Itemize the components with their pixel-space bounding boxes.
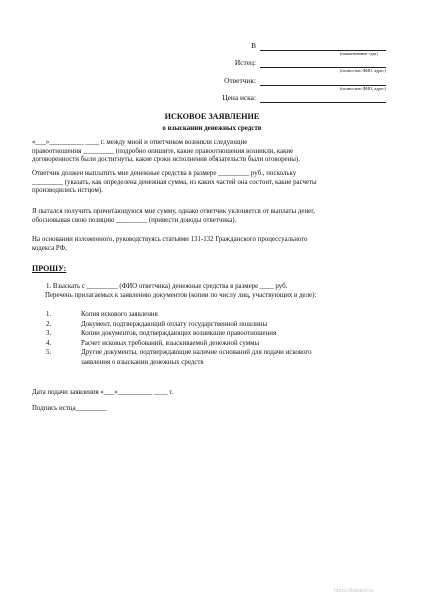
prayer-block (32, 283, 388, 300)
paragraph-line: кодекса РФ, (32, 244, 67, 252)
list-item-text: Расчет исковых требований, взыскиваемой денежной суммы (81, 339, 260, 347)
court-note: (наименование суда) (340, 51, 378, 56)
claim-price-row (0, 93, 424, 105)
paragraph-line: правоотношения _________ (подробно опишите, какие правоотношения возникли, какие (32, 147, 294, 155)
claim-price-line (260, 102, 386, 103)
signature-line: Подпись истца_________ (32, 405, 107, 412)
prayer-item: 1. Взыскать с _________ (ФИО ответчика) денежные средства в размере ____ руб. (46, 283, 288, 290)
list-item-number: 1. (46, 311, 52, 318)
paragraph-line: Ответчик должен выплатить мне денежные средства в размере _________ руб., поскольку (32, 170, 297, 177)
filing-date-line: Дата подачи заявления «___»__________ ____ г. (32, 389, 174, 396)
defendant-label: Ответчик: (224, 76, 256, 85)
paragraph-line: _________ (указать, как определена денежная сумма, из каких частей она состоит, какие расчеты (32, 178, 317, 186)
document-title: ИСКОВОЕ ЗАЯВЛЕНИЕ (164, 112, 260, 121)
list-item-number: 5. (46, 349, 52, 357)
prayer-heading: ПРОШУ: (32, 264, 67, 273)
claim-price-label: Цена иска: (222, 93, 256, 102)
list-item-text: Копии документов, подтверждающих возникшие правоотношения (81, 330, 277, 338)
defendant-note: (полностью ФИО, адрес) (340, 86, 386, 91)
plaintiff-label: Истец: (234, 58, 256, 67)
paragraph-line: договоренности были достигнуты, какие сроки исполнения обязательств были оговорены). (32, 156, 300, 164)
list-item-text: Другие документы, подтверждающие наличие оснований для подачи искового (81, 349, 312, 357)
paragraph-line: На основании изложенного, руководствуясь статьями 131-132 Гражданского процессуального (32, 236, 308, 243)
paragraph-relations (32, 139, 388, 165)
attachments-intro: Перечень прилагаемых к заявлению документов (копии по числу лиц, участвующих в деле): (45, 291, 317, 299)
paragraph-line: Я пытался получить причитающуюся мне сумму, однако ответчик уклоняется от выплаты денег, (32, 208, 315, 215)
paragraph-line: производились истцом). (32, 187, 103, 195)
paragraph-legal-basis (32, 236, 388, 253)
list-item-number: 4. (46, 339, 52, 347)
list-item-continuation: заявления о взыскании денежных средств (81, 358, 204, 366)
paragraph-attempts (32, 208, 388, 225)
watermark: https://bankof.ru (334, 588, 374, 594)
paragraph-debt (32, 170, 388, 196)
list-item (32, 311, 388, 321)
list-item-text: Копия искового заявления (81, 311, 158, 318)
paragraph-line: «___»__________ ____ г. между мной и ответчиком возникли следующие (32, 139, 248, 146)
list-item (32, 330, 388, 340)
list-item-number: 2. (46, 320, 52, 328)
list-item (32, 321, 388, 331)
court-label: В (251, 41, 256, 50)
list-item-text: Документ, подтверждающий оплату государственной пошлины (81, 320, 268, 328)
plaintiff-note: (полностью ФИО, адрес) (340, 68, 386, 73)
attachments-list (32, 311, 388, 368)
document-subtitle: о взыскании денежных средств (162, 124, 262, 132)
paragraph-line: обосновывая свою позицию _________ (привести доводы ответчика). (32, 216, 237, 224)
list-item-number: 3. (46, 330, 52, 338)
list-item (32, 340, 388, 350)
list-item (32, 349, 388, 359)
